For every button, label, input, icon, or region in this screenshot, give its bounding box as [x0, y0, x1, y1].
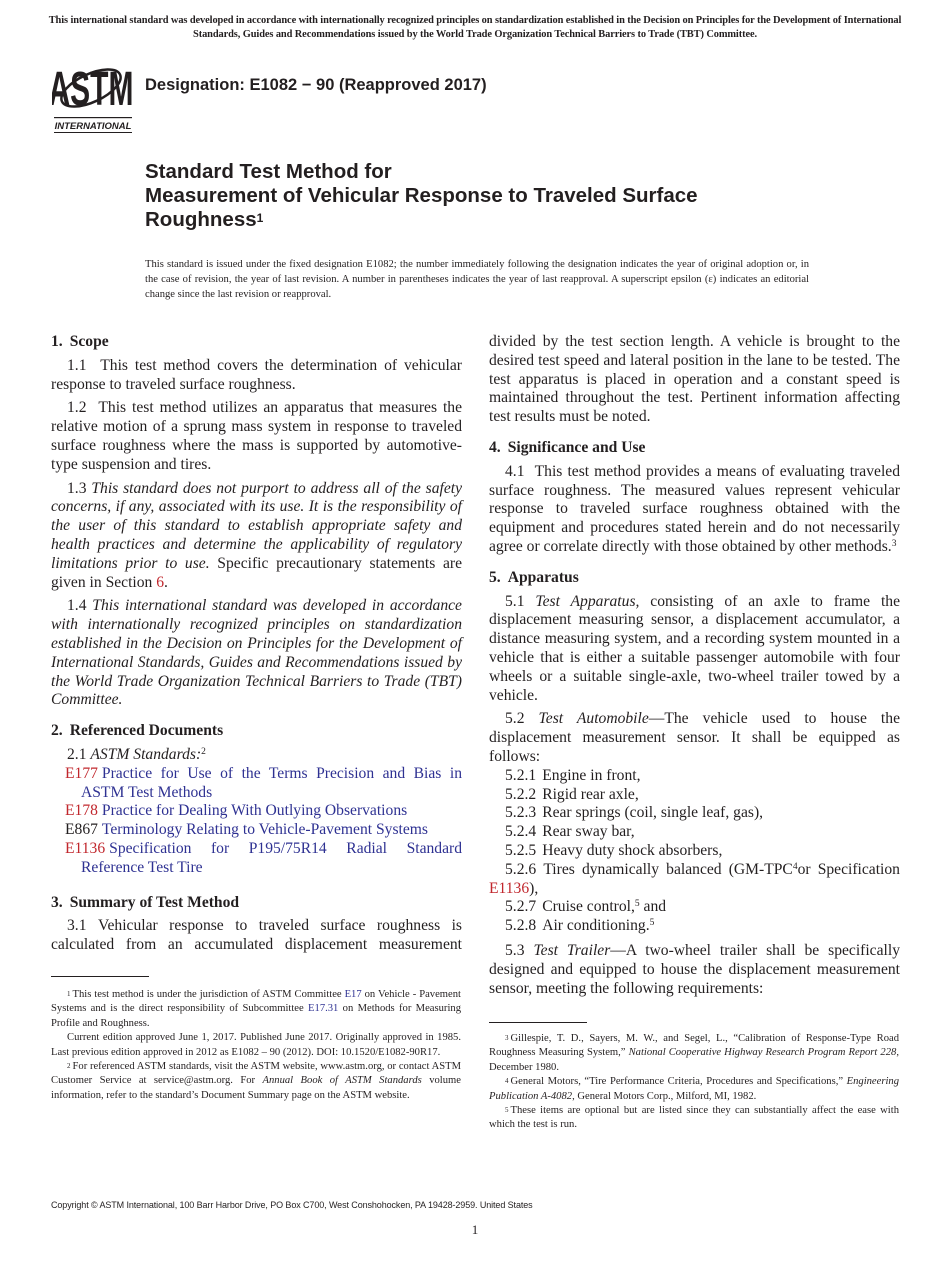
section-3-heading: 3. Summary of Test Method [51, 893, 240, 911]
paragraph-1-3: 1.3 This standard does not purport to address all of the safety concerns, if any, associated with its use. It is the responsibility of the user of this standard to establish appropriate safety and health practices and determine the applicability of regulatory limitations prior to use. Specific precautionary statements are given in Section 6. [51, 479, 462, 591]
footnote-1: $^1$ This test method is under the jurisdiction of ASTM Committee E17 on Vehicle - Pavement Systems and is the direct responsibility of Subcommittee E17.31 on Methods for Measuring Profile and Roughness. [51, 989, 461, 1029]
paragraph-2-1: 2.1 ASTM Standards:$^2$ [67, 745, 206, 763]
footnote-5: $^5$ These items are optional but are listed since they can substantially affect the ease with which the test is run. [489, 1105, 899, 1131]
paragraph-1-1: 1.1 This test method covers the determination of vehicular response to traveled surface roughness. [51, 356, 463, 393]
paragraph-5-2: 5.2 Test Automobile—The vehicle used to house the displacement measurement sensor. It shall be equipped as follows: [489, 710, 900, 765]
ref-e867[interactable]: E867 Terminology Relating to Vehicle-Pavement Systems [65, 821, 428, 839]
subcommittee-e17-31-link[interactable]: E17.31 [308, 1003, 339, 1015]
committee-e17-link[interactable]: E17 [344, 989, 362, 1000]
title-footnote-ref[interactable]: 1 [256, 211, 264, 225]
tbt-notice: This international standard was developed in accordance with internationally recognized principles on standardization established in the Decision on Principles for the Development of International Standards, Guides and Recommendations issued by the World Trade Organization Technical Barriers to Trade (TBT) Committee. [48, 15, 902, 40]
item-5-2-2: 5.2.2 Rigid rear axle, [505, 785, 639, 803]
right-column [489, 333, 900, 1003]
designation: Designation: E1082 − 90 (Reapproved 2017) [145, 76, 487, 94]
section-6-link[interactable]: 6 [156, 573, 165, 591]
issued-note: This standard is issued under the fixed designation E1082; the number immediately following the designation indicates the year of original adoption or, in the case of revision, the year of last revision. A number in parentheses indicates the year of last reapproval. A superscript epsilon (ε) indicates an editorial change since the last revision or reapproval. [145, 259, 809, 300]
item-5-2-3: 5.2.3 Rear springs (coil, single leaf, gas), [505, 804, 764, 822]
item-5-2-8: 5.2.8 Air conditioning.$^5$ [505, 917, 655, 935]
footnote-3: $^3$ Gillespie, T. D., Sayers, M. W., and Segel, L., “Calibration of Response-Type Road Roughness Measuring System,” National Cooperative Highway Research Program Report 228, December 1980. [489, 1033, 899, 1073]
e1136-link[interactable]: E1136 [489, 879, 530, 897]
item-5-2-7: 5.2.7 Cruise control,$^5$ and [505, 898, 667, 916]
footnote-rule-left [51, 976, 149, 977]
footnote-ref-5a[interactable]: 5 [634, 899, 640, 910]
ref-e1136[interactable]: E1136 Specification for P195/75R14 Radial Standard Reference Test Tire [65, 839, 462, 876]
paragraph-4-1: 4.1 This test method provides a means of evaluating traveled surface roughness. The measured values represent vehicular response to traveled surface roughness obtained with the equipment and procedures stated herein and do not necessarily agree or correlate directly with those obtained by other methods.$^3$ [489, 462, 900, 555]
paragraph-5-1: 5.1 Test Apparatus, consisting of an axle to frame the displacement measuring sensor, a displacement accumulator, a distance measuring system, and a recording system mounted in a vehicle that is either a suitable passenger automobile with four wheels or a suitable single-axle, two-wheel trailer towed by a vehicle. [489, 592, 901, 704]
paragraph-5-3: 5.3 Test Trailer—A two-wheel trailer shall be specifically designed and equipped to house the displacement measurement sensor, meeting the following requirements: [489, 941, 900, 997]
footnote-rule-right [489, 1022, 587, 1023]
paragraph-3-1-part1: 3.1 Vehicular response to traveled surface roughness is calculated from an accumulated displacement measurement [51, 917, 463, 954]
title-line-2: Measurement of Vehicular Response to Traveled Surface [145, 184, 698, 207]
left-column [51, 333, 462, 960]
footnote-ref-2[interactable]: 2 [201, 746, 206, 757]
document-title [145, 160, 845, 232]
section-5-heading: 5. Apparatus [489, 568, 579, 586]
footnotes-right [489, 1032, 899, 1133]
title-line-3: Roughness$^1$ [145, 208, 264, 231]
ref-e178[interactable]: E178 Practice for Dealing With Outlying Observations [65, 802, 408, 820]
footnote-ref-5b[interactable]: 5 [649, 918, 655, 929]
item-5-2-5: 5.2.5 Heavy duty shock absorbers, [505, 841, 723, 859]
ref-e177[interactable]: E177 Practice for Use of the Terms Precision and Bias in ASTM Test Methods [65, 764, 462, 801]
footnotes-left [51, 988, 461, 1103]
svg-text:INTERNATIONAL: INTERNATIONAL [54, 121, 132, 132]
footnote-ref-4[interactable]: 4 [792, 861, 798, 872]
footnote-2: $^2$ For referenced ASTM standards, visit the ASTM website, www.astm.org, or contact ASTM Customer Service at service@astm.org. For Annual Book of ASTM Standards volume information, refer to the standard’s Document Summary page on the ASTM website. [51, 1061, 461, 1101]
astm-logo [52, 54, 134, 134]
paragraph-3-1-part2: divided by the test section length. A vehicle is brought to the desired test speed and lateral position in the lane to be tested. The test apparatus is placed in operation and a constant speed is maintained throughout the test. Pertinent information affecting test results must be noted. [489, 333, 900, 426]
paragraph-1-2: 1.2 This test method utilizes an apparatus that measures the relative motion of a sprung mass system in response to traveled surface roughness where the mass is supported by automotive-type suspension and tires. [51, 399, 463, 473]
title-line-1: Standard Test Method for [145, 160, 392, 183]
astm-logo-icon [52, 54, 134, 134]
edition-note: Current edition approved June 1, 2017. Published June 2017. Originally approved in 1985. Last previous edition approved in 2012 as E1082 – 90 (2012). DOI: 10.1520/E1082-90R17. [51, 1032, 461, 1058]
footnote-ref-3[interactable]: 3 [891, 538, 897, 549]
footnote-4: $^4$ General Motors, “Tire Performance Criteria, Procedures and Specifications,” Engineering Publication A-4082, General Motors Corp., Milford, MI, 1982. [489, 1076, 899, 1102]
section-4-heading: 4. Significance and Use [489, 438, 646, 456]
item-5-2-1: 5.2.1 Engine in front, [505, 766, 641, 784]
copyright: Copyright © ASTM International, 100 Barr Harbor Drive, PO Box C700, West Conshohocken, PA 19428-2959. United States [51, 1200, 533, 1210]
section-1-heading: 1. Scope [51, 333, 109, 350]
item-5-2-4: 5.2.4 Rear sway bar, [505, 823, 635, 841]
page-number: 1 [471, 1222, 479, 1237]
section-2-heading: 2. Referenced Documents [51, 722, 224, 740]
svg-text:ASTM: ASTM [52, 63, 134, 116]
paragraph-1-4: 1.4 This international standard was developed in accordance with internationally recognized principles on standardization established in the Decision on Principles for the Development of International Standards, Guides and Recommendations issued by the World Trade Organization Technical Barriers to Trade (TBT) Committee. [51, 597, 462, 709]
item-5-2-6: 5.2.6 Tires dynamically balanced (GM-TPC$^4$or Specification E1136), [489, 860, 900, 897]
